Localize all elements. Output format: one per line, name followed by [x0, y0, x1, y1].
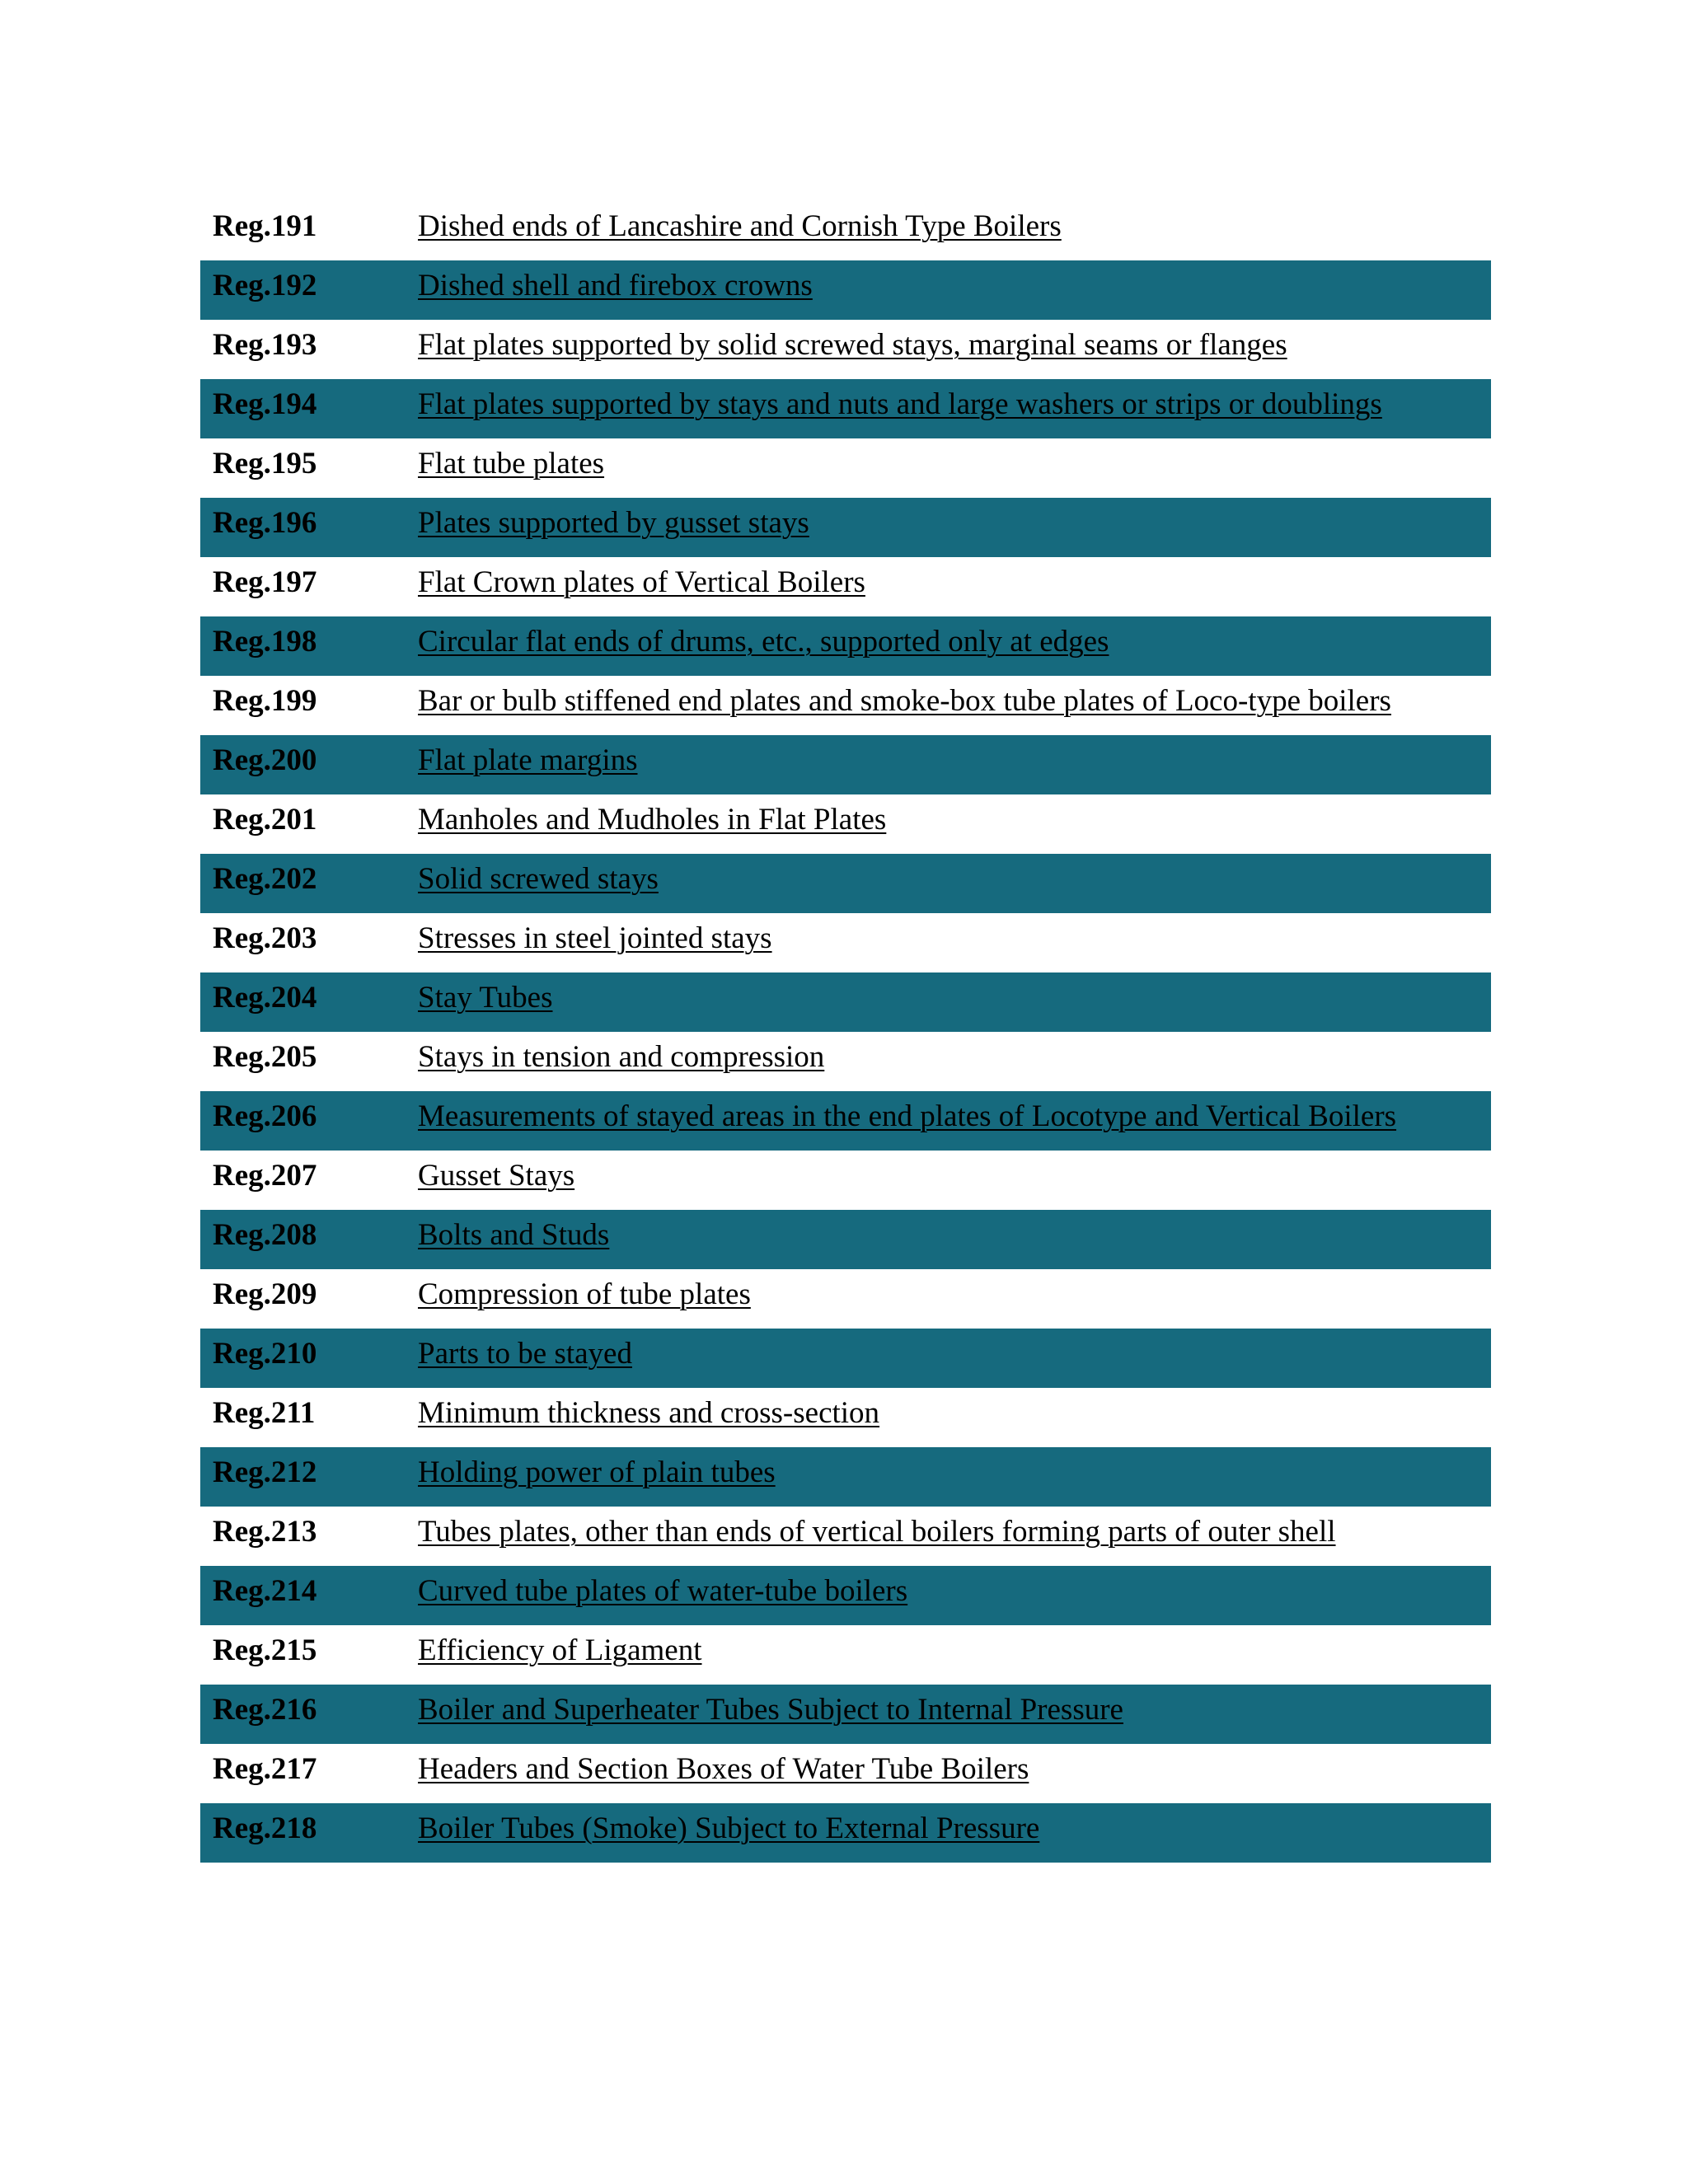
regulation-row: [200, 1685, 1491, 1744]
regulation-title-link[interactable]: Headers and Section Boxes of Water Tube Boilers: [418, 1752, 1029, 1786]
regulation-number: Reg.200: [213, 743, 317, 777]
regulation-row: [200, 1507, 1491, 1566]
regulation-number: Reg.191: [213, 209, 317, 243]
regulation-number: Reg.202: [213, 862, 317, 896]
regulation-number: Reg.197: [213, 565, 317, 599]
regulation-row: [200, 1566, 1491, 1625]
regulation-title-link[interactable]: Measurements of stayed areas in the end plates of Locotype and Vertical Boilers: [418, 1099, 1397, 1133]
regulation-title-link[interactable]: Flat plates supported by solid screwed stays, marginal seams or flanges: [418, 328, 1287, 362]
regulation-title-link[interactable]: Parts to be stayed: [418, 1337, 632, 1371]
regulation-row: [200, 557, 1491, 616]
regulation-number: Reg.212: [213, 1455, 317, 1489]
regulation-number: Reg.209: [213, 1277, 317, 1311]
regulation-row: [200, 1803, 1491, 1863]
regulation-title-link[interactable]: Stays in tension and compression: [418, 1040, 825, 1074]
regulation-title-link[interactable]: Flat Crown plates of Vertical Boilers: [418, 565, 865, 599]
regulation-number: Reg.195: [213, 447, 317, 480]
regulation-row: [200, 320, 1491, 379]
regulation-number: Reg.216: [213, 1693, 317, 1727]
regulation-number: Reg.196: [213, 506, 317, 540]
regulation-number: Reg.217: [213, 1752, 317, 1786]
regulation-row: [200, 1151, 1491, 1210]
regulation-row: [200, 1269, 1491, 1329]
regulation-title-link[interactable]: Flat tube plates: [418, 447, 605, 480]
regulation-number: Reg.210: [213, 1337, 317, 1371]
regulation-number: Reg.215: [213, 1633, 317, 1667]
regulation-number: Reg.206: [213, 1099, 317, 1133]
regulation-number: Reg.199: [213, 684, 317, 718]
regulation-row: [200, 1744, 1491, 1803]
regulation-number: Reg.207: [213, 1159, 317, 1193]
regulation-title-link[interactable]: Stresses in steel jointed stays: [418, 921, 772, 955]
regulation-row: [200, 1091, 1491, 1151]
regulation-row: [200, 379, 1491, 438]
regulation-title-link[interactable]: Manholes and Mudholes in Flat Plates: [418, 803, 887, 837]
regulation-row: [200, 1447, 1491, 1507]
regulation-title-link[interactable]: Circular flat ends of drums, etc., supported only at edges: [418, 625, 1109, 658]
regulation-number: Reg.203: [213, 921, 317, 955]
regulation-row: [200, 1625, 1491, 1685]
regulation-row: [200, 1032, 1491, 1091]
regulation-title-link[interactable]: Curved tube plates of water-tube boilers: [418, 1574, 908, 1608]
regulation-number: Reg.193: [213, 328, 317, 362]
regulation-title-link[interactable]: Boiler Tubes (Smoke) Subject to External Pressure: [418, 1811, 1040, 1845]
regulation-title-link[interactable]: Tubes plates, other than ends of vertical boilers forming parts of outer shell: [418, 1515, 1336, 1549]
regulation-title-link[interactable]: Dished shell and firebox crowns: [418, 269, 813, 302]
regulation-row: [200, 735, 1491, 794]
regulation-title-link[interactable]: Gusset Stays: [418, 1159, 575, 1193]
regulation-title-link[interactable]: Stay Tubes: [418, 981, 553, 1015]
regulation-title-link[interactable]: Minimum thickness and cross-section: [418, 1396, 880, 1430]
regulation-number: Reg.194: [213, 387, 317, 421]
regulation-number: Reg.211: [213, 1396, 316, 1430]
regulation-row: [200, 1210, 1491, 1269]
regulation-number: Reg.204: [213, 981, 317, 1015]
regulation-row: [200, 972, 1491, 1032]
regulation-title-link[interactable]: Efficiency of Ligament: [418, 1633, 702, 1667]
regulation-title-link[interactable]: Holding power of plain tubes: [418, 1455, 776, 1489]
regulation-row: [200, 1388, 1491, 1447]
regulation-row: [200, 201, 1491, 260]
regulation-row: [200, 438, 1491, 498]
regulation-number: Reg.201: [213, 803, 317, 837]
regulation-title-link[interactable]: Plates supported by gusset stays: [418, 506, 809, 540]
regulation-row: [200, 676, 1491, 735]
regulation-number: Reg.205: [213, 1040, 317, 1074]
regulation-row: [200, 794, 1491, 854]
regulation-number: Reg.192: [213, 269, 317, 302]
regulation-title-link[interactable]: Compression of tube plates: [418, 1277, 751, 1311]
regulation-row: [200, 260, 1491, 320]
regulation-title-link[interactable]: Solid screwed stays: [418, 862, 659, 896]
regulation-row: [200, 854, 1491, 913]
regulation-title-link[interactable]: Bar or bulb stiffened end plates and smoke-box tube plates of Loco-type boilers: [418, 684, 1391, 718]
regulation-row: [200, 498, 1491, 557]
regulation-number: Reg.208: [213, 1218, 317, 1252]
regulation-title-link[interactable]: Flat plates supported by stays and nuts and large washers or strips or doublings: [418, 387, 1382, 421]
regulation-number: Reg.214: [213, 1574, 317, 1608]
regulation-title-link[interactable]: Dished ends of Lancashire and Cornish Type Boilers: [418, 209, 1062, 243]
regulation-list: [200, 201, 1491, 1863]
regulation-row: [200, 616, 1491, 676]
regulation-title-link[interactable]: Boiler and Superheater Tubes Subject to Internal Pressure: [418, 1693, 1123, 1727]
regulation-row: [200, 913, 1491, 972]
regulation-title-link[interactable]: Flat plate margins: [418, 743, 638, 777]
regulation-number: Reg.218: [213, 1811, 317, 1845]
regulation-number: Reg.198: [213, 625, 317, 658]
regulation-number: Reg.213: [213, 1515, 317, 1549]
regulation-row: [200, 1329, 1491, 1388]
regulation-title-link[interactable]: Bolts and Studs: [418, 1218, 610, 1252]
